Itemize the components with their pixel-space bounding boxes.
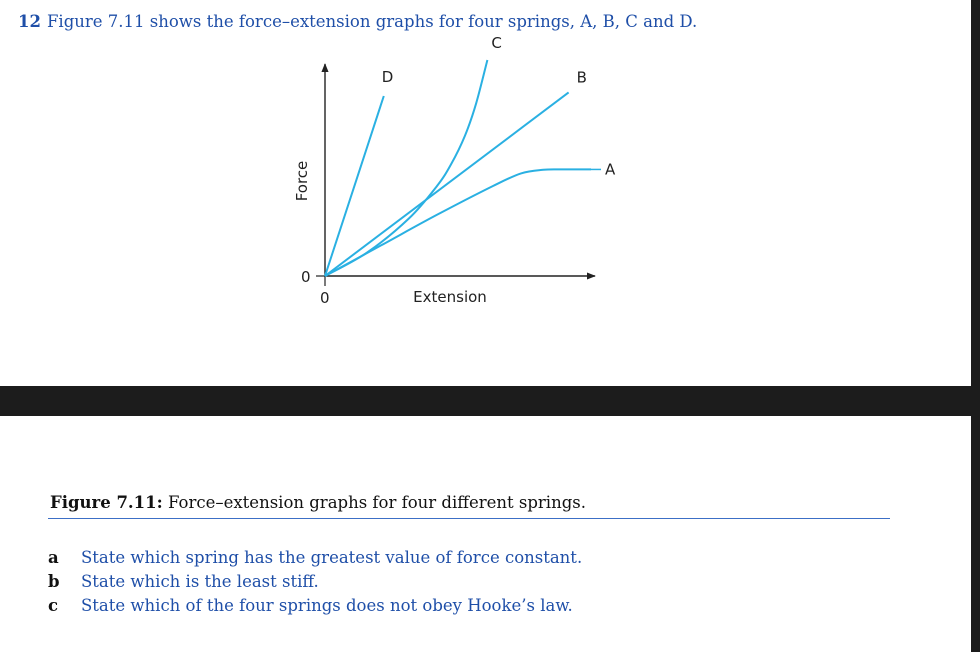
question-parts	[48, 548, 582, 620]
page-separator	[0, 386, 980, 416]
y-origin-label: 0	[301, 268, 311, 286]
series-line-b	[325, 92, 569, 276]
series-layer	[325, 60, 591, 276]
part-letter: a	[48, 548, 59, 567]
figure-caption	[50, 493, 586, 512]
x-axis-label: Extension	[413, 288, 487, 306]
part-text: State which of the four springs does not obey Hooke’s law.	[81, 596, 573, 615]
x-origin-label: 0	[320, 289, 330, 307]
part-a	[48, 548, 582, 572]
question-body: Figure 7.11 shows the force–extension graphs for four springs, A, B, C and D.	[46, 12, 698, 31]
y-axis-label: Force	[293, 160, 311, 202]
part-letter: c	[48, 596, 59, 615]
part-text: State which spring has the greatest value of force constant.	[81, 548, 583, 567]
caption-label: Figure 7.11:	[50, 493, 163, 512]
caption-text: Force–extension graphs for four different springs.	[162, 493, 586, 512]
part-b	[48, 572, 582, 596]
series-line-a	[325, 169, 591, 276]
part-text: State which is the least stiff.	[81, 572, 319, 591]
series-label-c: C	[491, 34, 502, 52]
series-label-a: A	[605, 160, 616, 179]
caption-divider	[48, 518, 890, 519]
series-label-d: D	[381, 68, 394, 86]
series-label-b: B	[576, 68, 587, 87]
part-c	[48, 596, 582, 620]
question-number: 12	[18, 12, 41, 31]
part-letter: b	[48, 572, 60, 591]
series-label-layer	[382, 34, 616, 178]
series-line-c	[325, 60, 487, 276]
